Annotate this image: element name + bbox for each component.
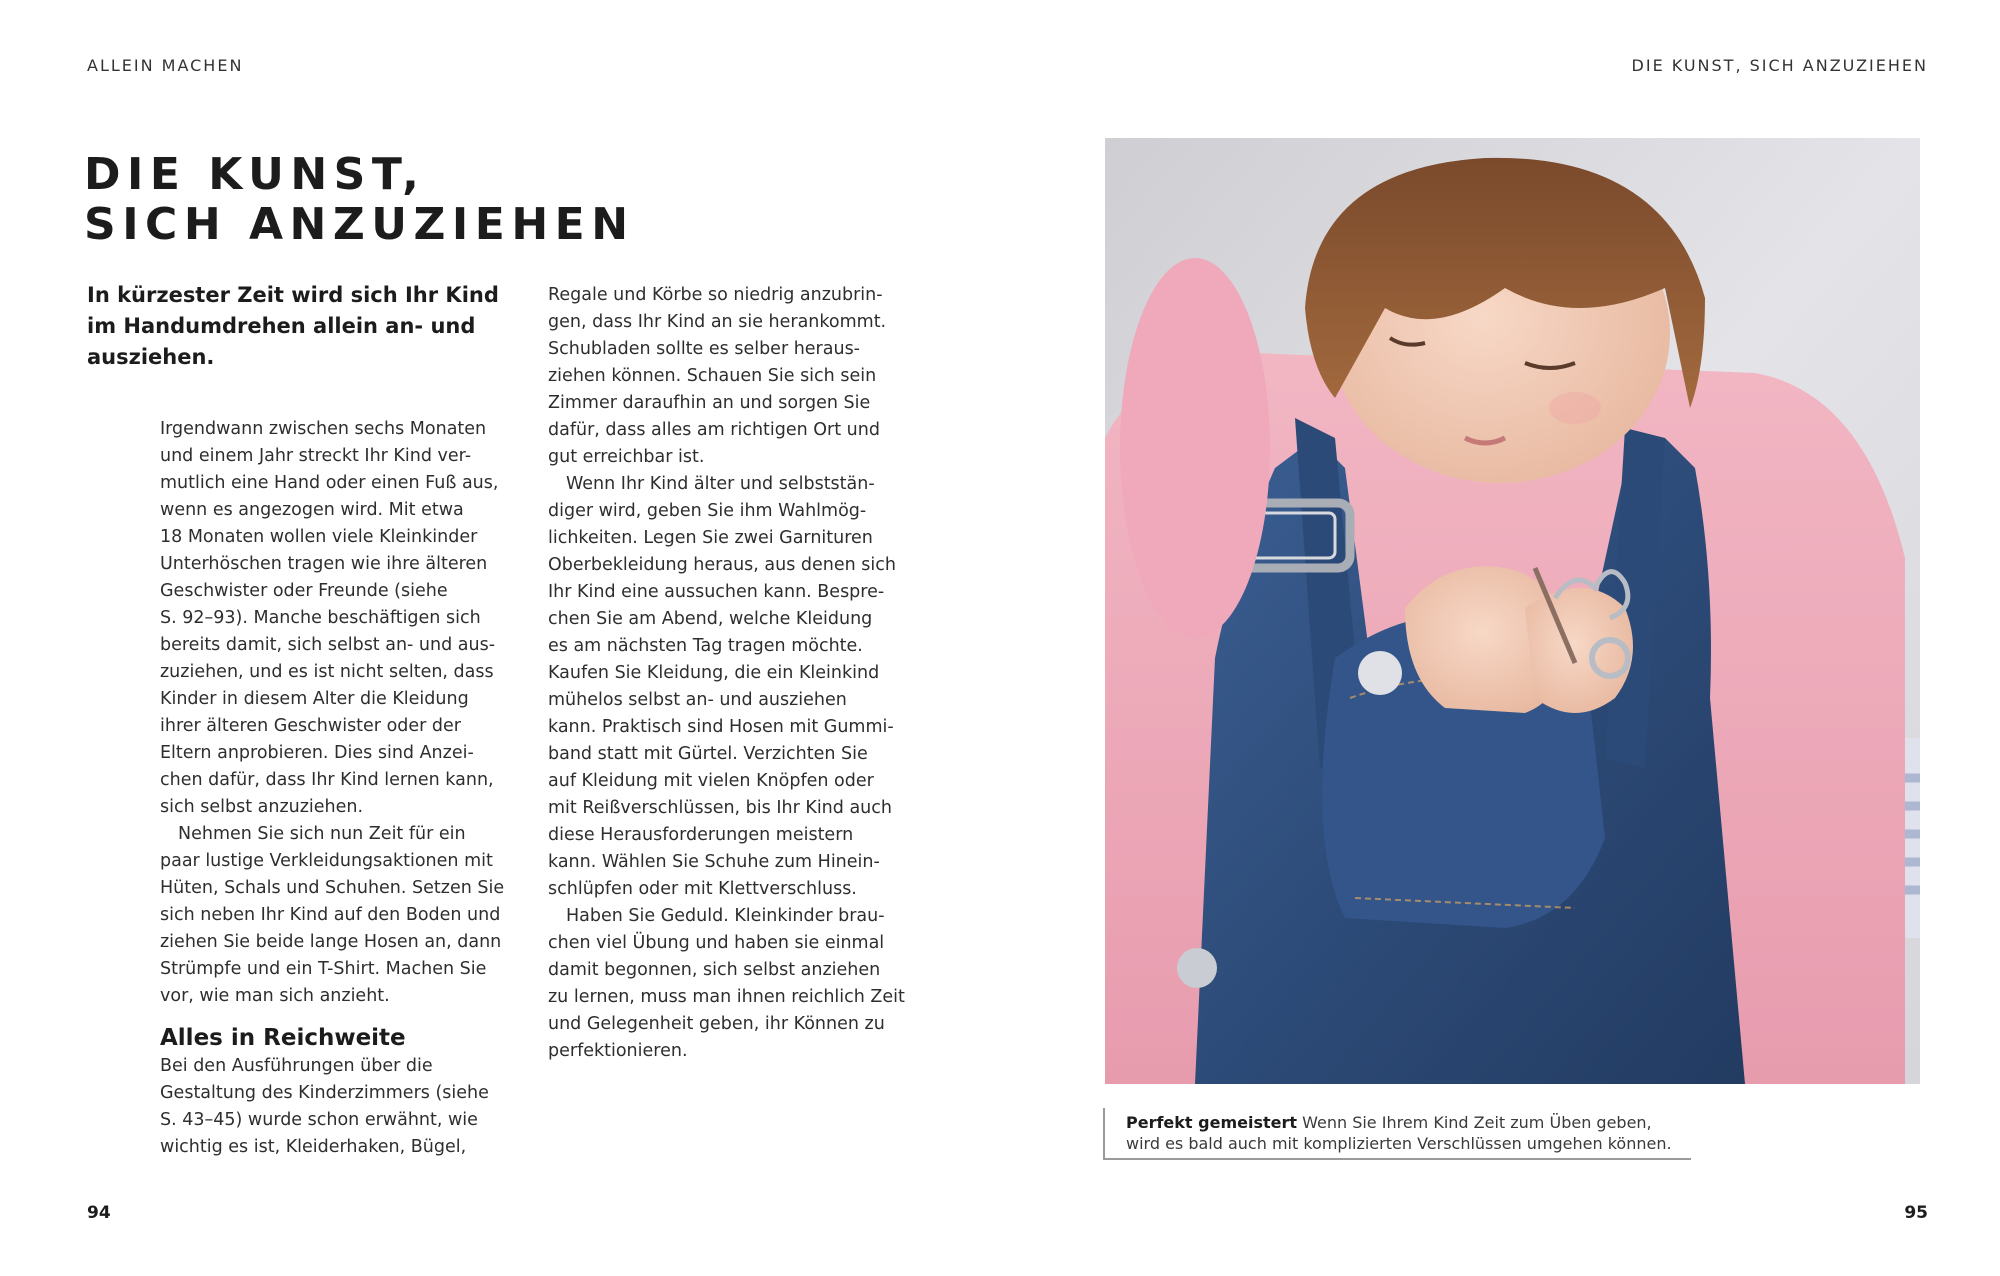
lead-paragraph: In kürzester Zeit wird sich Ihr Kind im Handumdrehen allein an- und ausziehen. [87,283,499,369]
body-line: chen Sie am Abend, welche Kleidung [548,609,873,629]
running-head-left: ALLEIN MACHEN [87,56,244,75]
body-line: gut erreichbar ist. [548,447,705,467]
body-line: ihrer älteren Geschwister oder der [160,716,461,736]
article-title [84,150,635,250]
body-line: S. 43–45) wurde schon erwähnt, wie [160,1110,478,1130]
photo-child-dressing [1105,138,1920,1084]
body-line: Kaufen Sie Kleidung, die ein Kleinkind [548,663,880,683]
body-line: Unterhöschen tragen wie ihre älteren [160,554,488,574]
body-line: gen, dass Ihr Kind an sie herankommt. [548,312,887,332]
article-title-line-2: SICH ANZUZIEHEN [84,199,635,250]
body-line: dafür, dass alles am richtigen Ort und [548,420,880,440]
caption-line-1 [1126,1112,1691,1133]
body-line: damit begonnen, sich selbst anziehen [548,960,881,980]
body-line: lichkeiten. Legen Sie zwei Garnituren [548,528,873,548]
body-line: und einem Jahr streckt Ihr Kind ver- [160,446,472,466]
body-line: Oberbekleidung heraus, aus denen sich [548,555,896,575]
photo-illustration [1105,138,1920,1084]
body-line: diger wird, geben Sie ihm Wahlmög- [548,501,867,521]
body-line: kann. Wählen Sie Schuhe zum Hinein- [548,852,880,872]
body-line: sich neben Ihr Kind auf den Boden und [160,905,501,925]
caption-text-1: Wenn Sie Ihrem Kind Zeit zum Üben geben, [1302,1113,1652,1132]
body-line: Regale und Körbe so niedrig anzubrin- [548,285,883,305]
body-line: Schubladen sollte es selber heraus- [548,339,861,359]
body-line: chen dafür, dass Ihr Kind lernen kann, [160,770,494,790]
body-line: ziehen Sie beide lange Hosen an, dann [160,932,502,952]
body-line: Kinder in diesem Alter die Kleidung [160,689,469,709]
body-line: chen viel Übung und haben sie einmal [548,933,885,953]
body-line: S. 92–93). Manche beschäftigen sich [160,608,481,628]
running-head-right: DIE KUNST, SICH ANZUZIEHEN [1631,56,1928,75]
body-line: wichtig es ist, Kleiderhaken, Bügel, [160,1137,467,1157]
body-line: Strümpfe und ein T-Shirt. Machen Sie [160,959,487,979]
page-number-left: 94 [87,1203,111,1223]
body-line: mit Reißverschlüssen, bis Ihr Kind auch [548,798,892,818]
caption-text-2: wird es bald auch mit komplizierten Verschlüssen umgehen können. [1126,1134,1672,1153]
section-subheading: Alles in Reichweite [160,1025,406,1051]
body-line: paar lustige Verkleidungsaktionen mit [160,851,493,871]
body-line: perfektionieren. [548,1041,688,1061]
photo-caption [1103,1108,1691,1160]
body-line: bereits damit, sich selbst an- und aus- [160,635,496,655]
article-title-line-1: DIE KUNST, [84,149,426,200]
page-number-right: 95 [1904,1203,1928,1223]
caption-lead-in: Perfekt gemeistert [1126,1113,1298,1132]
body-line: zuziehen, und es ist nicht selten, dass [160,662,494,682]
body-line: wenn es angezogen wird. Mit etwa [160,500,464,520]
body-line: auf Kleidung mit vielen Knöpfen oder [548,771,874,791]
body-line: Nehmen Sie sich nun Zeit für ein [178,824,466,844]
body-line: Geschwister oder Freunde (siehe [160,581,448,601]
body-line: band statt mit Gürtel. Verzichten Sie [548,744,868,764]
body-line: Wenn Ihr Kind älter und selbststän- [566,474,875,494]
body-line: 18 Monaten wollen viele Kleinkinder [160,527,478,547]
body-line: Irgendwann zwischen sechs Monaten [160,419,487,439]
body-column-left [160,416,552,1161]
body-line: und Gelegenheit geben, ihr Können zu [548,1014,885,1034]
body-line: zu lernen, muss man ihnen reichlich Zeit [548,987,905,1007]
body-line: vor, wie man sich anzieht. [160,986,390,1006]
body-line: sich selbst anzuziehen. [160,797,364,817]
body-line: mühelos selbst an- und ausziehen [548,690,847,710]
body-column-right [548,282,918,1065]
body-line: es am nächsten Tag tragen möchte. [548,636,863,656]
body-line: Bei den Ausführungen über die [160,1056,433,1076]
body-line: mutlich eine Hand oder einen Fuß aus, [160,473,499,493]
body-line: Gestaltung des Kinderzimmers (siehe [160,1083,489,1103]
body-line: Zimmer daraufhin an und sorgen Sie [548,393,871,413]
body-line: ziehen können. Schauen Sie sich sein [548,366,877,386]
body-line: diese Herausforderungen meistern [548,825,854,845]
body-line: Haben Sie Geduld. Kleinkinder brau- [566,906,885,926]
body-line: schlüpfen oder mit Klettverschluss. [548,879,857,899]
body-line: Ihr Kind eine aussuchen kann. Bespre- [548,582,885,602]
body-line: Eltern anprobieren. Dies sind Anzei- [160,743,474,763]
body-line: Hüten, Schals und Schuhen. Setzen Sie [160,878,505,898]
body-line: kann. Praktisch sind Hosen mit Gummi- [548,717,894,737]
